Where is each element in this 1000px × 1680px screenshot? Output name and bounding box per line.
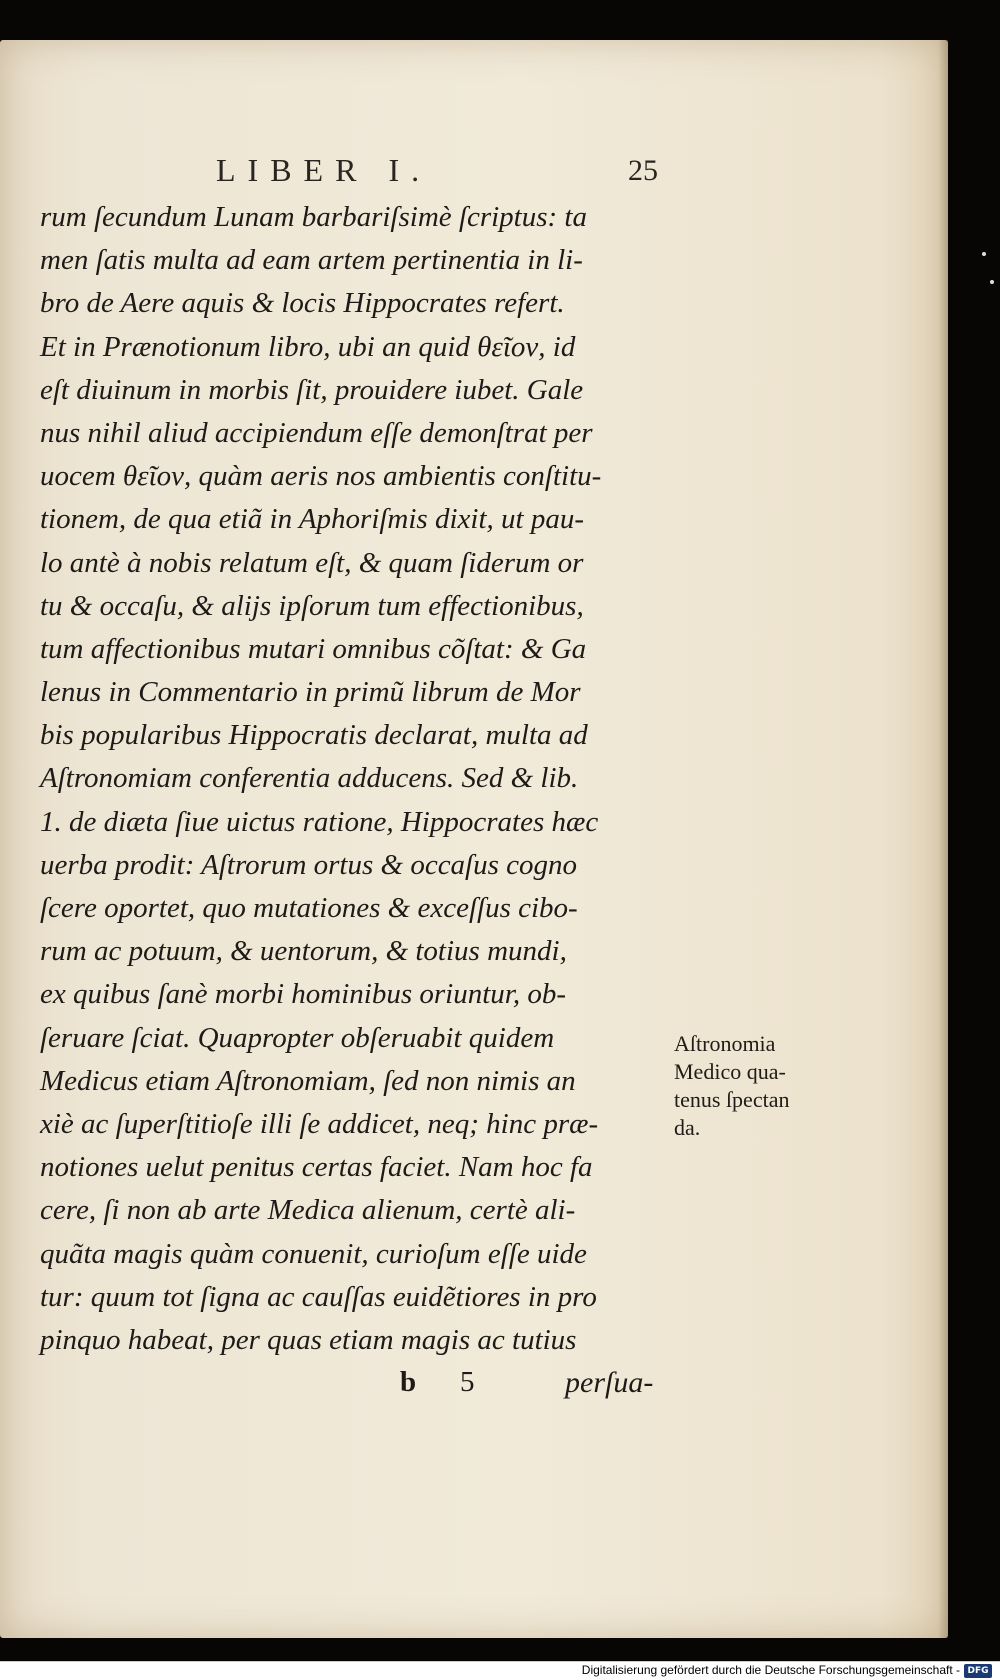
text-line: xiè ac ſuperſtitioſe illi ſe addicet, neq; hinc præ-: [40, 1107, 599, 1140]
dfg-logo: DFG: [964, 1664, 992, 1678]
dust-speck: [982, 252, 986, 256]
text-line: ſeruare ſciat. Quapropter obſeruabit quidem: [40, 1021, 555, 1054]
dust-speck: [990, 280, 994, 284]
book-page: [0, 40, 948, 1638]
text-line: Et in Prænotionum libro, ubi an quid θεῖον, id: [40, 330, 576, 363]
text-line: pinquo habeat, per quas etiam magis ac tutius: [40, 1323, 577, 1356]
text-line: eſt diuinum in morbis ſit, prouidere iubet. Gale: [40, 373, 584, 406]
text-line: uerba prodit: Aſtrorum ortus & occaſus cogno: [40, 848, 578, 881]
running-title: LIBER I.: [216, 152, 432, 188]
marginal-note: [674, 1030, 834, 1142]
text-line: ſcere oportet, quo mutationes & exceſſus cibo-: [40, 892, 578, 924]
folio-number: 25: [628, 154, 658, 187]
text-line: ex quibus ſanè morbi hominibus oriuntur, ob-: [40, 978, 567, 1011]
text-line: uocem θεῖον, quàm aeris nos ambientis conſtitu-: [40, 460, 602, 493]
text-line: cere, ſi non ab arte Medica alienum, certè ali-: [40, 1194, 576, 1227]
text-line: tu & occaſu, & alijs ipſorum tum effectionibus,: [40, 589, 584, 622]
signature-number: 5: [460, 1366, 475, 1398]
text-line: bro de Aere aquis & locis Hippocrates refert.: [40, 287, 565, 320]
text-line: Medicus etiam Aſtronomiam, ſed non nimis an: [40, 1064, 576, 1097]
marginal-note-line: tenus ſpectan: [674, 1087, 790, 1112]
page-header: [0, 152, 948, 192]
catchword: perſua-: [565, 1366, 654, 1399]
text-line: nus nihil aliud accipiendum eſſe demonſtrat per: [40, 416, 593, 449]
body-text: [40, 196, 680, 1362]
text-line: notiones uelut penitus certas faciet. Nam hoc fa: [40, 1151, 593, 1184]
text-line: rum ac potuum, & uentorum, & totius mundi,: [40, 935, 567, 968]
text-line: lo antè à nobis relatum eſt, & quam ſiderum or: [40, 546, 584, 579]
text-line: tum affectionibus mutari omnibus cõſtat: & Ga: [40, 632, 587, 665]
text-line: men ſatis multa ad eam artem pertinentia in li-: [40, 244, 583, 277]
marginal-note-line: da.: [674, 1115, 701, 1140]
text-line: quãta magis quàm conuenit, curioſum eſſe uide: [40, 1237, 587, 1270]
text-line: bis popularibus Hippocratis declarat, multa ad: [40, 719, 588, 752]
funding-credit: Digitalisierung gefördert durch die Deutsche Forschungsgemeinschaft -: [581, 1663, 960, 1677]
text-line: tionem, de qua etiã in Aphoriſmis dixit, ut pau-: [40, 503, 584, 536]
signature-letter: b: [400, 1366, 417, 1398]
viewer-footer: [0, 1661, 1000, 1680]
text-line: 1. de diæta ſiue uictus ratione, Hippocrates hæc: [40, 805, 599, 838]
text-line: tur: quum tot ſigna ac cauſſas euidẽtiores in pro: [40, 1280, 597, 1313]
signature-line: [0, 1366, 948, 1412]
marginal-note-line: Medico qua-: [674, 1059, 786, 1084]
marginal-note-line: Aſtronomia: [674, 1031, 776, 1056]
text-line: lenus in Commentario in primũ librum de Mor: [40, 676, 581, 709]
text-line: rum ſecundum Lunam barbariſsimè ſcriptus: ta: [40, 201, 587, 233]
text-line: Aſtronomiam conferentia adducens. Sed & lib.: [40, 762, 579, 795]
